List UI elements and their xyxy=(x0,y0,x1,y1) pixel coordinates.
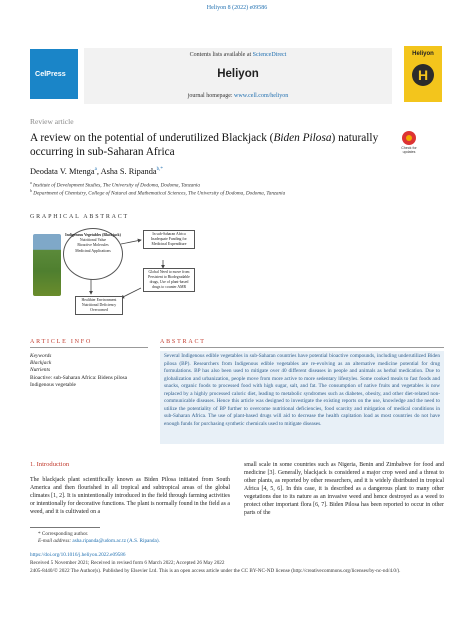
received-dates: Received 5 November 2021; Received in revised form 6 March 2022; Accepted 26 May 2022 xyxy=(30,560,225,566)
contents-line xyxy=(84,52,392,58)
intro-column-left: The blackjack plant scientifically known as Biden Pilosa initiated from South America and then flourished in all tropical and subtropical areas of the global climates [1, 2]. It is unintentionally introduced in the field through farming activities or intentionally for decorative functions. The plant is normally found in the field as a weed, and it is cultivated on a xyxy=(30,477,230,515)
article-info-divider xyxy=(30,347,148,348)
homepage-link[interactable]: www.cell.com/heliyon xyxy=(234,93,289,99)
journal-name: Heliyon xyxy=(217,68,259,80)
affil-sup: a xyxy=(30,181,32,185)
arrow-to-funding xyxy=(121,240,141,244)
footnote xyxy=(38,531,160,544)
title-part-2: ) naturally occurring in sub-Saharan Africa xyxy=(30,132,379,158)
ga-outcome-item: Healthier Environment xyxy=(81,298,117,302)
author-list: Deodata V. Mtenga$^a$, Asha S. Ripanda$^{b,*}$ xyxy=(30,167,163,176)
check-updates-icon xyxy=(402,131,416,145)
abstract-box xyxy=(160,351,444,444)
check-for-updates-button[interactable] xyxy=(398,131,420,157)
title-part-1: A review on the potential of underutilized Blackjack ( xyxy=(30,132,274,144)
check-updates-label: Check for updates xyxy=(401,146,417,154)
contents-prefix: Contents lists available at xyxy=(189,52,253,58)
abstract-heading: ABSTRACT xyxy=(160,339,206,345)
corresponding-author-note: * Corresponding author. xyxy=(38,531,89,537)
keyword: Indigenous vegetable xyxy=(30,381,76,388)
introduction-heading: 1. Introduction xyxy=(30,461,70,468)
ga-box-outcomes xyxy=(75,296,123,315)
affiliation-a xyxy=(30,181,200,189)
ga-box-funding: In sub-Saharan Africa Inadequate Funding for Medicinal Expenditure xyxy=(143,230,195,249)
ga-center-ellipse xyxy=(63,228,123,280)
journal-cover xyxy=(404,46,442,102)
ga-center-item: Medicinal Applications xyxy=(75,248,111,253)
cover-logo-icon: H xyxy=(412,64,434,86)
email-link[interactable]: asha.ripanda@udom.ac.tz (A.S. Ripanda). xyxy=(72,537,160,544)
ga-center-item: Bioactive Molecules xyxy=(77,243,109,248)
intro-column-right: small scale in some countries such as Nigeria, Benin and Zimbabwe for food and medicine [3]. Generally, blackjack is considered a major crop weed and a threat to other plants, as reported by other researchers, and it is widely distributed in tropical Africa [4, 5, 6]. In this case, it is described as a dangerous plant to many other vegetations due to its nature as an invasive weed and hence destroyed as a weed to protect other important flora [6, 7]. Biden Pilosa has been reported to occur in other parts of the xyxy=(244,462,444,516)
cover-title: Heliyon xyxy=(412,51,434,57)
graphical-abstract-heading: GRAPHICAL ABSTRACT xyxy=(30,214,130,220)
homepage-prefix: journal homepage: xyxy=(187,93,235,99)
ga-box-global-need: Global Need to move from Persistent to Biodegradable drugs, Use of plant-based drugs to counter AMR xyxy=(143,268,195,292)
title-italic: Biden Pilosa xyxy=(273,132,332,144)
homepage-line xyxy=(84,93,392,99)
author-affil-sup[interactable]: a xyxy=(94,167,97,173)
email-label: E-mail address: xyxy=(38,537,73,544)
affil-sup: b xyxy=(30,189,32,193)
ga-outcome-item: Nutritional Deficiency Overcomed xyxy=(81,303,117,312)
cellpress-logo-text: CelPress xyxy=(35,69,66,78)
affil-text: Institute of Development Studies, The University of Dodoma, Dodoma, Tanzania xyxy=(32,182,200,189)
author-name[interactable]: Asha S. Ripanda xyxy=(100,167,157,176)
abstract-divider xyxy=(160,347,444,348)
keyword: Bioactive: sub-Saharan Africa: Bidens pilosa xyxy=(30,374,128,381)
license-text[interactable]: 2405-8440/© 2022 The Author(s). Published by Elsevier Ltd. This is an open access article under the CC BY-NC-ND license (http://creativecommons.org/licenses/by-nc-nd/4.0/). xyxy=(30,568,401,574)
email-line xyxy=(38,538,160,545)
abstract-text: Several Indigenous edible vegetables in sub-Saharan countries have potential bioactive compounds, including underutilized Biden pilosa (BP). Researchers from Indigenous edible vegetables are re-evolving as an alternative medicine potential for drug formulations. BP has also been used to mitigate over 40 different diseases in people and animals as herbal medication. Due to globalization and urbanization, people move from more active to more sedentary lifestyles. Some cooked meals to fast foods and snacks, organic foods to processed food with high sugar, salt, and fat. The consumption of native fruits and vegetables is now replaced by a highly processed caloric diet, leading to metabolic syndromes such as diabetes, obesity, and other diet-related non-communicable diseases. Hence this article was designed to investigate the existing reports on the use, knowledge and the need to utilize the potentiality of BP further to overcome nutritional deficiencies, food scarcity and mitigation of medical conditions in sub-Saharan Africa. The use of plant-based drugs will aid to decrease the health capitation load as most countries do not have enough funds for purchasing synthetic chemicals used to mitigate diseases. xyxy=(164,353,440,427)
ga-center-title: Indigenous Vegetables (Blackjack) xyxy=(65,233,121,237)
ga-center-item: Nutritional Value xyxy=(79,238,107,243)
arrow-to-outcomes xyxy=(121,288,141,298)
article-type: Review article xyxy=(30,117,74,126)
footnote-divider xyxy=(30,527,100,528)
keyword: Blackjack xyxy=(30,360,52,367)
affiliation-b xyxy=(30,189,285,197)
keywords-block xyxy=(30,353,154,389)
doi-link[interactable]: https://doi.org/10.1016/j.heliyon.2022.e09586 xyxy=(30,552,126,558)
sciencedirect-link[interactable]: ScienceDirect xyxy=(252,52,287,58)
running-head[interactable]: Heliyon 8 (2022) e09586 xyxy=(206,5,268,11)
cellpress-logo xyxy=(30,49,78,99)
keywords-label: Keywords xyxy=(30,353,52,359)
article-title xyxy=(30,131,392,159)
author-name[interactable]: Deodata V. Mtenga xyxy=(30,167,95,176)
affil-text: Department of Chemistry, College of Natural and Mathematical Sciences, The University of Dodoma, Dodoma, Tanzania xyxy=(33,190,286,197)
graphical-abstract-figure[interactable] xyxy=(33,226,223,330)
author-affil-sup[interactable]: b,* xyxy=(156,167,163,173)
article-info-heading: ARTICLE INFO xyxy=(30,339,93,345)
keyword: Nutrients xyxy=(30,367,51,374)
